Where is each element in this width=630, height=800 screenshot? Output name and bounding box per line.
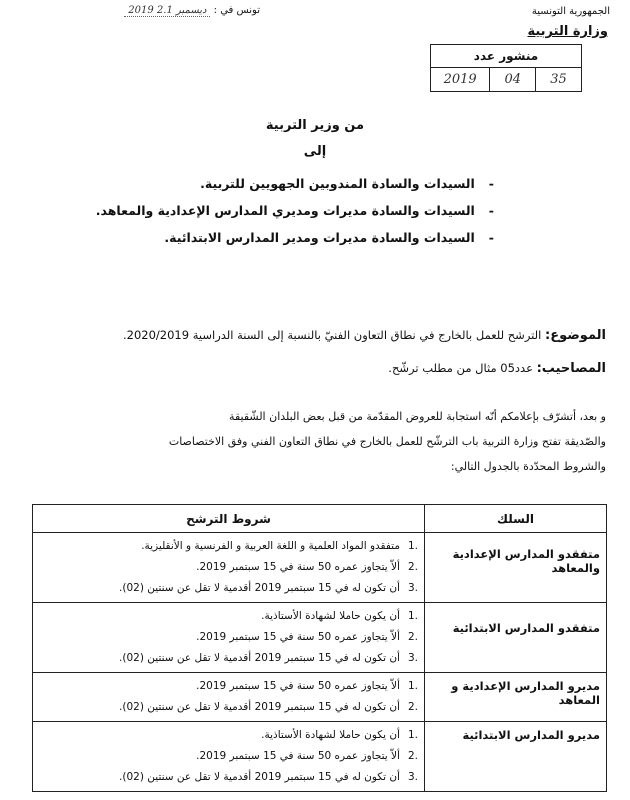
table-row — [33, 603, 607, 673]
subject-label: الموضوع: — [545, 328, 606, 343]
condition-item: .1متفقدو المواد العلمية و اللغة العربية و الفرنسية و الأنقليزية. — [141, 540, 418, 552]
header-corps: السلك — [425, 505, 607, 533]
body-paragraph — [20, 404, 606, 479]
recipient-item: -السيدات والسادة مديرات ومديري المدارس الإعدادية والمعاهد. — [95, 203, 494, 218]
city-date-prefix: تونس في : — [213, 5, 260, 16]
condition-item: .2أن تكون له في 15 سبتمبر 2019 أقدمية لا تقل عن سنتين (02). — [119, 701, 418, 713]
header-conditions: شروط الترشح — [33, 505, 425, 533]
attachments-line — [16, 361, 606, 376]
table-row — [33, 533, 607, 603]
corps-cell: مديرو المدارس الابتدائية — [425, 722, 607, 792]
condition-number: .2 — [407, 701, 418, 713]
conditions-cell — [33, 673, 425, 722]
subject-line — [16, 328, 606, 343]
condition-item: .3أن تكون له في 15 سبتمبر 2019 أقدمية لا تقل عن سنتين (02). — [119, 652, 418, 664]
to-line: إلى — [303, 144, 327, 159]
conditions-cell — [33, 603, 425, 673]
handwritten-date: 2019 ديسمبر 2.1 — [124, 5, 210, 17]
body-line: والصّديقة تفتح وزارة التربية باب الترشّح للعمل بالخارج في نطاق التعاون الفني وفق الاختصاصات — [168, 435, 606, 448]
attachments-text: عدد05 مثال من مطلب ترشّح. — [388, 361, 533, 375]
condition-number: .1 — [407, 680, 418, 692]
circular-month: 04 — [490, 68, 536, 91]
condition-number: .1 — [407, 610, 418, 622]
ministry-name: وزارة التربية — [527, 24, 608, 39]
condition-item: .3أن تكون له في 15 سبتمبر 2019 أقدمية لا تقل عن سنتين (02). — [119, 771, 418, 783]
corps-cell: مديرو المدارس الإعدادية و المعاهد — [425, 673, 607, 722]
condition-number: .3 — [407, 582, 418, 594]
circular-year: 2019 — [431, 68, 490, 91]
recipient-item: -السيدات والسادة مديرات ومدير المدارس الابتدائية. — [164, 230, 494, 245]
condition-number: .2 — [407, 561, 418, 573]
circular-number-row — [431, 68, 581, 91]
conditions-cell — [33, 533, 425, 603]
conditions-table — [32, 504, 607, 792]
conditions-cell — [33, 722, 425, 792]
circular-label: منشور عدد — [431, 45, 581, 68]
body-line: و بعد، أتشرّف بإعلامكم أنّه استجابة للعروض المقدّمة من قبل بعض البلدان الشّقيقة — [229, 410, 606, 423]
condition-item: .1ألاّ يتجاوز عمره 50 سنة في 15 سبتمبر 2019. — [196, 680, 418, 692]
body-line: والشروط المحدّدة بالجدول التالي: — [450, 460, 606, 473]
condition-item: .3أن تكون له في 15 سبتمبر 2019 أقدمية لا تقل عن سنتين (02). — [119, 582, 418, 594]
condition-number: .1 — [407, 729, 418, 741]
corps-cell: متفقدو المدارس الابتدائية — [425, 603, 607, 673]
corps-cell: متفقدو المدارس الإعدادية والمعاهد — [425, 533, 607, 603]
condition-item: .2ألاّ يتجاوز عمره 50 سنة في 15 سبتمبر 2019. — [196, 561, 418, 573]
condition-item: .1أن يكون حاملا لشهادة الأستاذية. — [261, 610, 418, 622]
date-line — [30, 5, 260, 17]
table-row — [33, 722, 607, 792]
condition-item: .2ألاّ يتجاوز عمره 50 سنة في 15 سبتمبر 2019. — [196, 631, 418, 643]
circular-box — [430, 44, 582, 92]
recipient-list — [34, 170, 494, 251]
from-line: من وزير التربية — [265, 118, 365, 133]
table-row — [33, 673, 607, 722]
circular-number: 35 — [550, 72, 567, 87]
condition-number: .3 — [407, 771, 418, 783]
subject-text: الترشح للعمل بالخارج في نطاق التعاون الفنيّ بالنسبة إلى السنة الدراسية 2020/2019. — [123, 328, 542, 342]
condition-number: .2 — [407, 750, 418, 762]
republic-label: الجمهورية التونسية — [531, 6, 610, 17]
attachments-label: المصاحيب: — [536, 361, 606, 376]
condition-number: .3 — [407, 652, 418, 664]
condition-item: .2ألاّ يتجاوز عمره 50 سنة في 15 سبتمبر 2019. — [196, 750, 418, 762]
condition-number: .1 — [407, 540, 418, 552]
table-header-row — [33, 505, 607, 533]
recipient-item: -السيدات والسادة المندوبين الجهويين للتربية. — [200, 176, 494, 191]
condition-item: .1أن يكون حاملا لشهادة الأستاذية. — [261, 729, 418, 741]
condition-number: .2 — [407, 631, 418, 643]
